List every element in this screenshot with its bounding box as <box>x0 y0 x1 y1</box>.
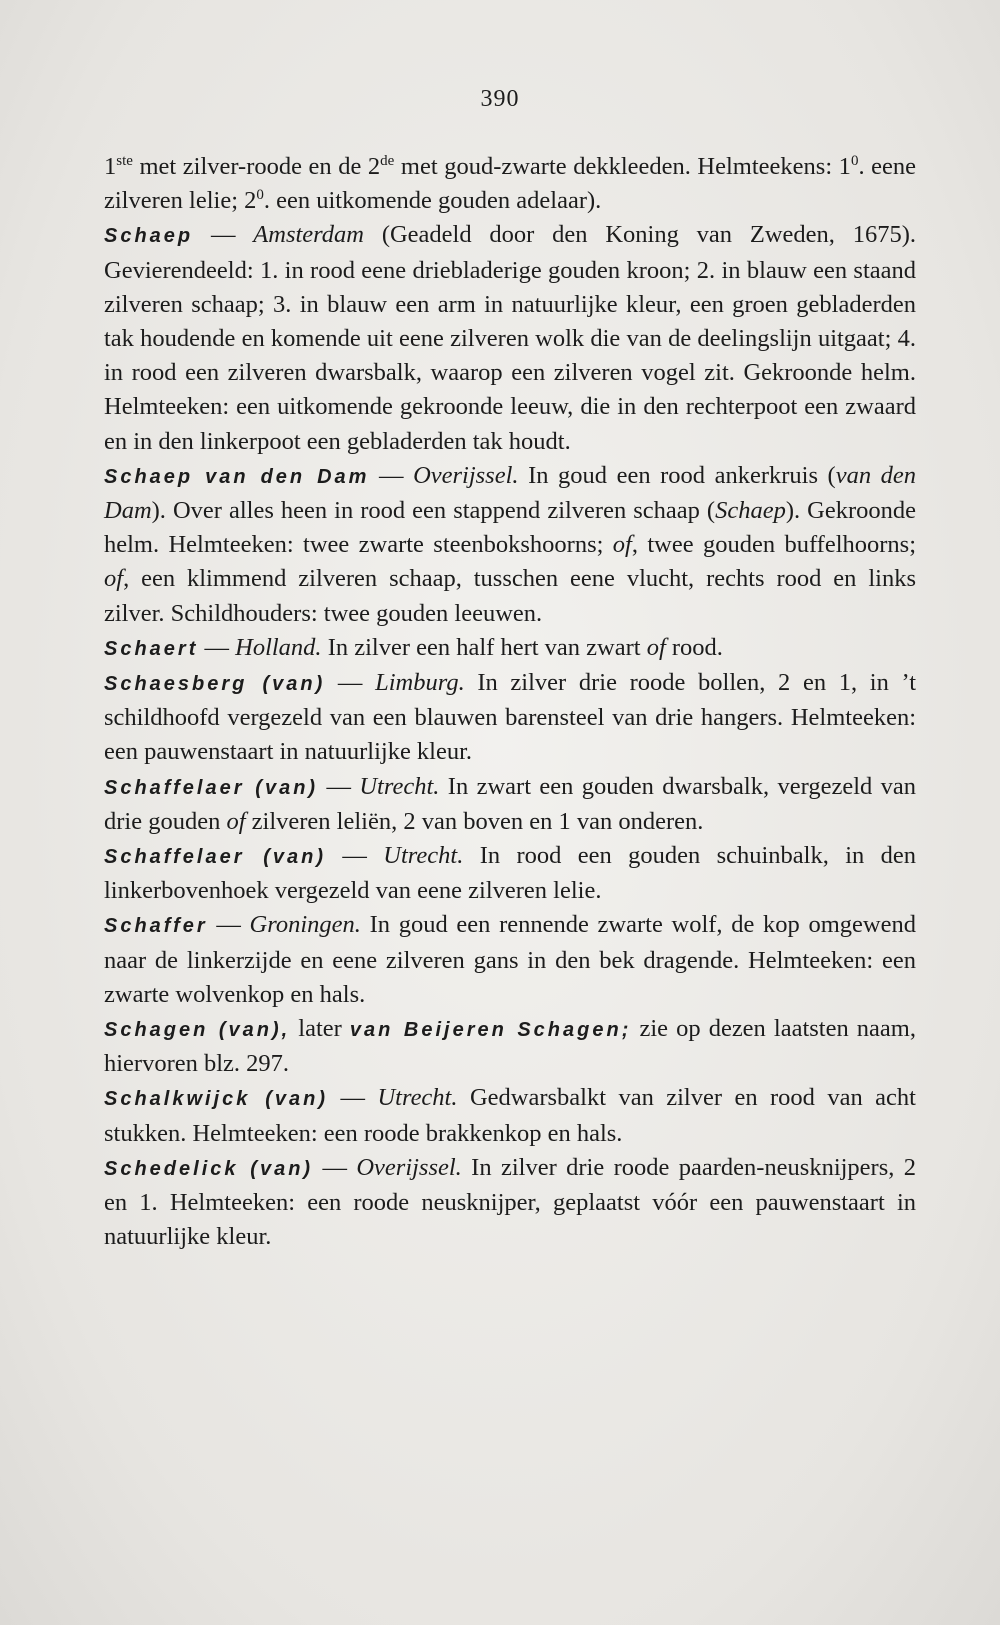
armorial-entry <box>104 839 916 908</box>
italic-text: of <box>646 633 666 661</box>
text-run: , een klimmend zilveren schaap, tusschen eene vlucht, rechts rood en links zilver. Schildhouders: twee gouden leeuwen. <box>104 565 916 627</box>
armorial-entry <box>104 908 916 1012</box>
superscript: de <box>380 152 395 169</box>
entry-name: Schedelick (van) <box>104 1157 314 1180</box>
text-run: In goud een rennende zwarte wolf, de kop omgewend naar de linkerzijde en eene zilveren gans in den bek dragende. Helmteeken: een zwarte wolvenkop en hals. <box>104 911 916 1008</box>
text-run: — <box>313 1153 357 1181</box>
entry-name: Schaep <box>104 225 194 248</box>
text-run: Gedwarsbalkt van zilver en rood van acht stukken. Helmteeken: een roode brakkenkop en hals. <box>104 1084 916 1147</box>
entry-name: Schagen (van), <box>104 1019 291 1042</box>
text-run: In zilver een half hert van zwart <box>321 633 647 661</box>
text-run: — <box>369 461 414 489</box>
italic-text: of <box>226 807 246 835</box>
text-run: In rood een gouden schuinbalk, in den linkerbovenhoek vergezeld van eene zilveren lelie. <box>104 842 916 905</box>
entry-region: Overijssel. <box>413 461 519 489</box>
page-number: 390 <box>480 86 520 112</box>
text-run: In zilver drie roode bollen, 2 en 1, in ’t schildhoofd vergezeld van een blauwen barensteel van drie hangers. Helmteeken: een pauwenstaart in natuurlijke kleur. <box>104 669 917 766</box>
text-run: zilveren leliën, 2 van boven en 1 van onderen. <box>245 807 704 835</box>
text-run: — <box>325 669 376 697</box>
superscript: 0 <box>850 152 859 169</box>
text-run: In zilver drie roode paarden-neusknijpers, 2 en 1. Helmteeken: een roode neusknijper, geplaatst vóór een pauwenstaart in natuurlijke kleur. <box>104 1153 916 1251</box>
italic-text: of <box>104 565 124 593</box>
text-run: . een uitkomende gouden adelaar). <box>263 187 602 215</box>
text-run: In zwart een gouden dwarsbalk, vergezeld van drie gouden <box>104 772 917 835</box>
text-run: , twee gouden buffelhoorns; <box>631 531 916 559</box>
armorial-entry <box>104 1081 916 1150</box>
armorial-entry <box>104 770 916 839</box>
text-run: . eene zilveren lelie; 2 <box>104 153 916 215</box>
entry-region: Holland. <box>235 633 322 661</box>
superscript: ste <box>116 152 133 169</box>
armorial-entry <box>104 459 916 631</box>
continuation-paragraph <box>104 150 916 218</box>
superscript: 0 <box>256 187 264 204</box>
entry-name: van Beijeren Schagen; <box>349 1019 632 1042</box>
text-run: (Geadeld door den Koning van Zweden, 1675). Gevierendeeld: 1. in rood eene driebladerige gouden kroon; 2. in blauw een staand zilveren schaap; 3. in blauw een arm in natuurlijke kleur, een groen gebladerden tak houdende en komende uit eene zilveren wolk die van de deelingslijn uitgaat; 4. in rood een zilveren dwarsbalk, waarop een zilveren vogel zit. Gekroonde helm. Helmteeken: een uitkomende gekroonde leeuw, die in den rechterpoot een zwaard en in den linkerpoot een gebladerden tak houdt. <box>104 221 916 455</box>
armorial-entry <box>104 1151 916 1255</box>
italic-text: of <box>612 531 632 559</box>
entry-name: Schaert <box>104 637 199 660</box>
entry-region: Utrecht. <box>377 1084 458 1112</box>
text-run: ). Gekroonde helm. Helmteeken: twee zwarte steenbokshoorns; <box>104 497 917 559</box>
italic-text: Schaep <box>715 497 786 525</box>
armorial-entry <box>104 631 916 666</box>
text-run: — <box>198 633 236 661</box>
text-run: 1 <box>104 153 117 180</box>
entry-region: Limburg. <box>375 669 465 697</box>
text-run: In goud een rood ankerkruis ( <box>518 461 836 489</box>
body-text <box>104 150 916 1255</box>
entry-region: Groningen. <box>249 911 361 939</box>
entry-name: Schaffelaer (van) <box>104 776 319 799</box>
armorial-entry <box>104 1012 916 1081</box>
entry-name: Schaffelaer (van) <box>104 846 327 869</box>
entry-name: Schaesberg (van) <box>104 673 326 696</box>
text-run: met goud-zwarte dekkleeden. Helmteekens: 1 <box>394 153 851 180</box>
text-run: — <box>207 911 250 939</box>
text-run: ). Over alles heen in rood een stappend zilveren schaap ( <box>151 497 716 525</box>
entry-region: Utrecht. <box>359 772 440 800</box>
italic-text: van den Dam <box>104 461 916 525</box>
text-run: — <box>318 772 360 800</box>
entry-region: Amsterdam <box>253 221 364 249</box>
text-run: met zilver-roode en de 2 <box>132 153 381 180</box>
entry-region: Overijssel. <box>356 1153 462 1181</box>
text-run: rood. <box>665 633 723 661</box>
entry-name: Schalkwijck (van) <box>104 1088 329 1111</box>
text-run: — <box>328 1084 378 1112</box>
armorial-entry <box>104 666 916 770</box>
entry-name: Schaep van den Dam <box>104 465 370 488</box>
text-run: zie op dezen laatsten naam, hiervoren blz. 297. <box>104 1015 916 1078</box>
text-run: later <box>290 1015 350 1043</box>
armorial-entry <box>104 218 916 458</box>
entry-name: Schaffer <box>104 915 208 938</box>
text-run: — <box>326 842 384 870</box>
text-run: — <box>193 221 254 249</box>
entry-region: Utrecht. <box>383 842 464 870</box>
